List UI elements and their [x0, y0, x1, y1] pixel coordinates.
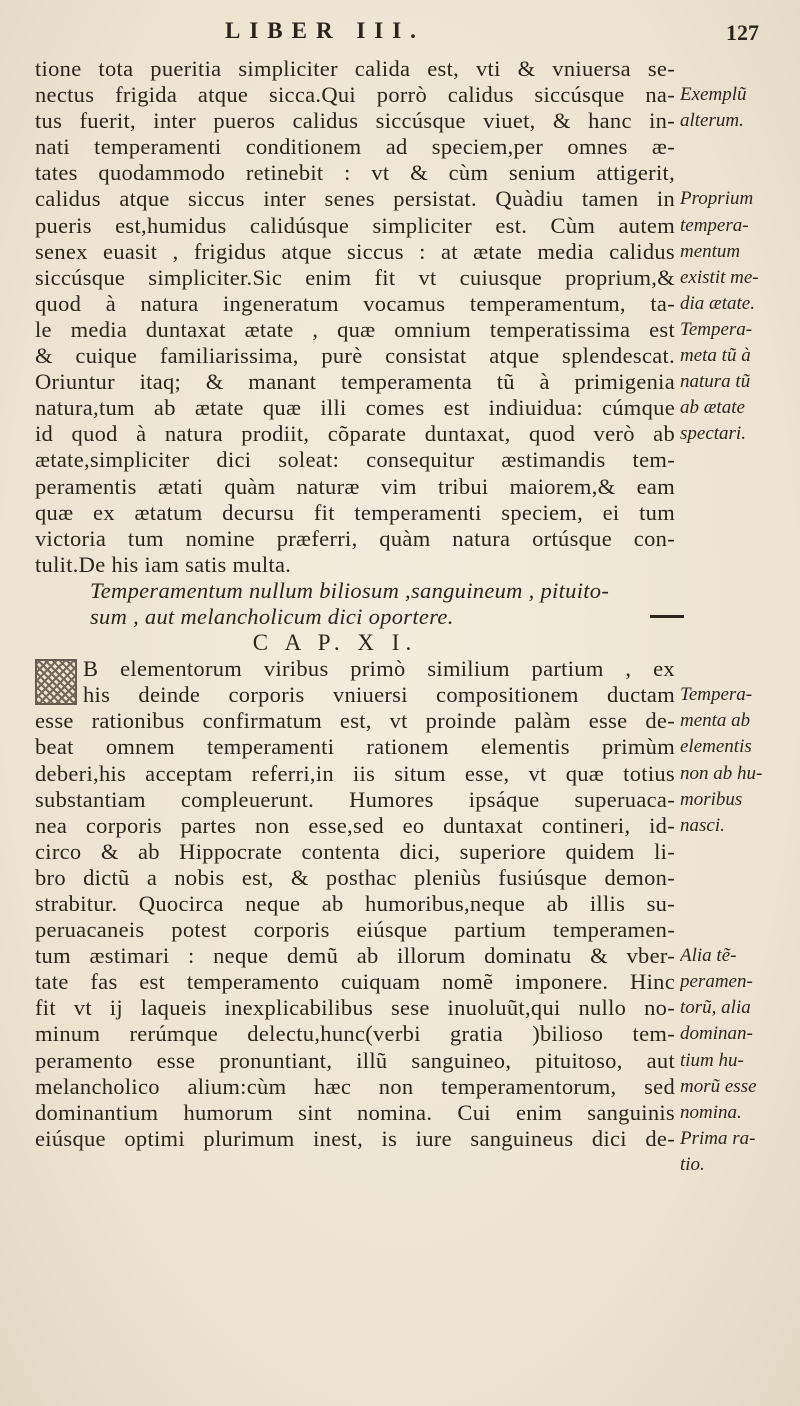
- marginal-note: natura tũ: [680, 371, 751, 393]
- chapter-number: C A P. X I.: [252, 630, 418, 656]
- text-line: circo & ab Hippocrate contenta dici, superiore quidem li-: [35, 838, 675, 864]
- marginal-note: [680, 578, 795, 604]
- margin-rule: [650, 615, 684, 618]
- text-line: nea corporis partes non esse,sed eo duntaxat contineri, id-: [35, 812, 675, 838]
- text-line: & cuique familiarissima, purè consistat atque splendescat.: [35, 343, 675, 369]
- text-line: nectus frigida atque sicca.Qui porrò calidus siccúsque na-: [35, 82, 675, 108]
- marginal-note: torũ, alia: [680, 997, 751, 1019]
- marginal-note: [680, 604, 795, 630]
- marginal-note: dia ætate.: [680, 292, 755, 314]
- marginal-note: [680, 891, 795, 917]
- text-line: quod à natura ingeneratum vocamus temperamentum, ta-: [35, 290, 675, 316]
- text-line: tates quodammodo retinebit : vt & cùm senium attigerit,: [35, 160, 675, 186]
- text-line: B elementorum viribus primò similium partium , ex: [83, 656, 675, 682]
- marginal-note: Alia tẽ-: [680, 945, 737, 967]
- marginal-note: [680, 630, 795, 656]
- marginal-notes-column: [680, 56, 795, 1178]
- paragraph-chapter-xi: [35, 656, 675, 1152]
- text-line: deberi,his acceptam referri,in iis situm esse, vt quæ totius: [35, 760, 675, 786]
- marginal-note: [680, 917, 795, 943]
- text-line: minum rerúmque delectu,hunc(verbi gratia )bilioso tem-: [35, 1021, 675, 1047]
- marginal-note: [680, 526, 795, 552]
- marginal-note: [680, 865, 795, 891]
- heading-line: Temperamentum nullum biliosum ,sanguineum , pituito-: [90, 577, 610, 603]
- marginal-note: morũ esse: [680, 1075, 757, 1097]
- marginal-note: peramen-: [680, 971, 753, 993]
- marginal-note: tio.: [680, 1153, 705, 1175]
- text-line: peramentis ætati quàm naturæ vim tribui maiorem,& eam: [35, 473, 675, 499]
- text-line: melancholico alium:cùm hæc non temperamentorum, sed: [35, 1073, 675, 1099]
- text-line: tate fas est temperamento cuiquam nomẽ imponere. Hinc: [35, 969, 675, 995]
- marginal-note: mentum: [680, 240, 741, 262]
- text-line: id quod à natura prodiit, cõparate duntaxat, quod verò ab: [35, 421, 675, 447]
- text-line: strabitur. Quocirca neque ab humoribus,neque ab illis su-: [35, 891, 675, 916]
- text-line: siccúsque simpliciter.Sic enim fit vt cuiusque proprium,&: [35, 264, 675, 290]
- text-line: tulit.De his iam satis multa.: [35, 551, 292, 577]
- chapter-summary-heading: [35, 578, 675, 630]
- text-line: substantiam compleuerunt. Humores ipsáque superuaca-: [35, 786, 675, 812]
- marginal-note: [680, 500, 795, 526]
- marginal-note: menta ab: [680, 710, 751, 732]
- decorated-initial-icon: [35, 659, 77, 705]
- marginal-note: [680, 474, 795, 500]
- marginal-note: tium hu-: [680, 1049, 744, 1071]
- text-line: quæ ex ætatum decursu fit temperamenti speciem, ei tum: [35, 499, 675, 525]
- marginal-note: existit me-: [680, 266, 759, 288]
- marginal-note: ab ætate: [680, 397, 745, 419]
- marginal-note: non ab hu-: [680, 762, 763, 784]
- text-line: his deinde corporis vniuersi compositionem ductam: [83, 682, 675, 708]
- marginal-note: [680, 160, 795, 186]
- text-line: peramento esse pronuntiant, illũ sanguineo, pituitoso, aut: [35, 1047, 675, 1073]
- text-line: tum æstimari : neque demũ ab illorum dominatu & vber-: [35, 943, 675, 969]
- marginal-note: Proprium: [680, 188, 754, 210]
- text-line: esse rationibus confirmatum est, vt proinde palàm esse de-: [35, 708, 675, 734]
- marginal-note: meta tũ à: [680, 345, 751, 367]
- marginal-note: elementis: [680, 736, 752, 758]
- text-line: natura,tum ab ætate quæ illi comes est indiuidua: cúmque: [35, 395, 675, 421]
- marginal-note: [680, 656, 795, 682]
- marginal-note: tempera-: [680, 214, 749, 236]
- page-number: 127: [726, 20, 759, 45]
- text-line: bro dictũ a nobis est, & posthac pleniùs fusiúsque demon-: [35, 864, 675, 890]
- marginal-note: Tempera-: [680, 684, 753, 706]
- paragraph-temperament-age: [35, 56, 675, 578]
- marginal-note: [680, 839, 795, 865]
- marginal-note: [680, 56, 795, 82]
- text-line: tione tota pueritia simpliciter calida est, vti & vniuersa se-: [35, 56, 675, 81]
- marginal-note: Prima ra-: [680, 1127, 756, 1149]
- text-line: calidus atque siccus inter senes persistat. Quàdiu tamen in: [35, 186, 675, 212]
- marginal-note: dominan-: [680, 1023, 753, 1045]
- text-line: victoria tum nomine præferri, quàm natura ortúsque con-: [35, 525, 675, 551]
- text-line: senex euasit , frigidus atque siccus : at ætate media calidus: [35, 238, 675, 264]
- page-header: [0, 12, 800, 48]
- main-text-column: [35, 56, 675, 1152]
- text-line: eiúsque optimi plurimum inest, is iure sanguineus dici de-: [35, 1125, 675, 1151]
- text-line: tus fuerit, inter pueros calidus siccúsque viuet, & hanc in-: [35, 108, 675, 134]
- running-title: LIBER III.: [225, 18, 425, 43]
- text-line: le media duntaxat ætate , quæ omnium temperatissima est: [35, 316, 675, 342]
- text-line: nati temperamenti conditionem ad speciem,per omnes æ-: [35, 134, 675, 160]
- text-line: beat omnem temperamenti rationem elementis primùm: [35, 734, 675, 760]
- marginal-note: [680, 552, 795, 578]
- text-line: Oriuntur itaq; & manant temperamenta tũ à primigenia: [35, 369, 675, 395]
- text-line: dominantium humorum sint nomina. Cui enim sanguinis: [35, 1099, 675, 1125]
- text-line: fit vt ij laqueis inexplicabilibus sese inuoluũt,qui nullo no-: [35, 995, 675, 1021]
- marginal-note: nomina.: [680, 1101, 742, 1123]
- marginal-note: Tempera-: [680, 318, 753, 340]
- marginal-note: alterum.: [680, 110, 744, 132]
- marginal-note: [680, 447, 795, 473]
- marginal-note: nasci.: [680, 814, 725, 836]
- heading-line: sum , aut melancholicum dici oportere.: [90, 603, 454, 629]
- text-line: peruacaneis potest corporis eiúsque partium temperamen-: [35, 917, 675, 943]
- marginal-note: moribus: [680, 788, 743, 810]
- marginal-note: [680, 134, 795, 160]
- text-line: ætate,simpliciter dici soleat: consequitur æstimandis tem-: [35, 447, 675, 473]
- marginal-note: Exemplũ: [680, 84, 747, 106]
- text-line: pueris est,humidus calidúsque simpliciter est. Cùm autem: [35, 212, 675, 238]
- marginal-note: spectari.: [680, 423, 746, 445]
